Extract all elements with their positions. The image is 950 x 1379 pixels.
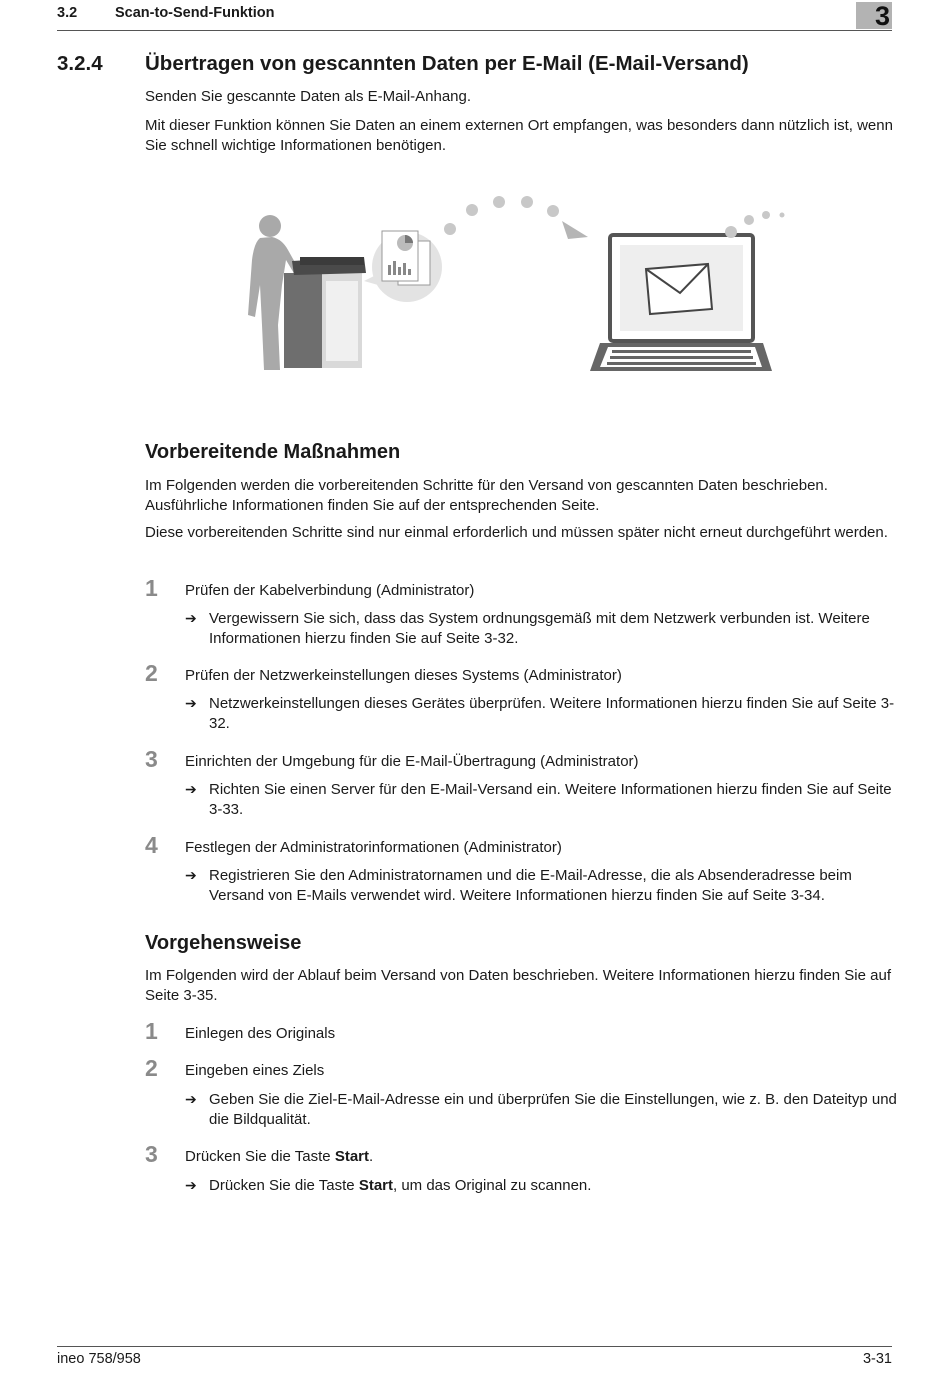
- arrow-icon: ➔: [185, 867, 197, 883]
- section-title: Übertragen von gescannten Daten per E-Mail (E-Mail-Versand): [145, 52, 749, 75]
- arrow-icon: ➔: [185, 695, 197, 711]
- procedure-step-number: 1: [145, 1018, 158, 1044]
- chapter-number: 3: [874, 1, 890, 31]
- header-section-title: Scan-to-Send-Funktion: [115, 5, 275, 21]
- header-section-number: 3.2: [57, 5, 78, 21]
- footer-model: ineo 758/958: [57, 1351, 141, 1367]
- prep-step-detail: Vergewissern Sie sich, dass das System ordnungsgemäß mit dem Netzwerk verbunden ist. Weitere Informationen hierzu finden Sie auf Seite 3-32.: [209, 610, 870, 647]
- start-key-label: Start: [334, 1148, 369, 1165]
- procedure-step-number: 3: [145, 1141, 158, 1167]
- prep-step-number: 2: [145, 660, 158, 686]
- procedure-step-text: Einlegen des Originals: [185, 1025, 336, 1042]
- intro-paragraph-1: Senden Sie gescannte Daten als E-Mail-Anhang.: [145, 88, 472, 105]
- step-detail-part: , um das Original zu scannen.: [393, 1177, 592, 1194]
- footer-page-number: 3-31: [862, 1351, 892, 1367]
- document-bubble-icon: [364, 231, 442, 302]
- start-key-label: Start: [358, 1177, 393, 1194]
- prep-step-text: Einrichten der Umgebung für die E-Mail-Übertragung (Administrator): [185, 753, 639, 770]
- procedure-step-text: [185, 1147, 373, 1167]
- prep-step-text: Festlegen der Administratorinformationen (Administrator): [185, 839, 562, 856]
- envelope-icon: [646, 264, 712, 314]
- arrow-icon: ➔: [185, 781, 197, 797]
- arrow-icon: ➔: [185, 610, 197, 626]
- prep-step-detail: Netzwerkeinstellungen dieses Gerätes überprüfen. Weitere Informationen hierzu finden Sie auf Seite 3-32.: [209, 695, 895, 732]
- copier-icon: [284, 257, 366, 368]
- procedure-step-detail: [209, 1176, 899, 1196]
- prep-step-text: Prüfen der Kabelverbindung (Administrator): [185, 582, 475, 599]
- footer-divider: [57, 1346, 892, 1347]
- step-text-part: .: [369, 1148, 374, 1165]
- procedure-heading: Vorgehensweise: [145, 932, 302, 954]
- prep-step-text: Prüfen der Netzwerkeinstellungen dieses Systems (Administrator): [185, 667, 622, 684]
- procedure-step-detail: Geben Sie die Ziel-E-Mail-Adresse ein und überprüfen Sie die Einstellungen, wie z. B. den Dateityp und die Bildqualität.: [209, 1091, 897, 1128]
- arrow-icon: ➔: [185, 1177, 197, 1193]
- procedure-paragraph: Im Folgenden wird der Ablauf beim Versand von Daten beschrieben. Weitere Informationen hierzu finden Sie auf Seite 3-35.: [145, 967, 891, 1004]
- section-number: 3.2.4: [57, 52, 103, 75]
- procedure-step-number: 2: [145, 1055, 158, 1081]
- prep-step-detail: Registrieren Sie den Administratornamen und die E-Mail-Adresse, die als Absenderadresse beim Versand von E-Mails verwendet wird. Weitere Informationen hierzu finden Sie auf Seite 3-34.: [209, 867, 852, 904]
- prep-paragraph-2: Diese vorbereitenden Schritte sind nur einmal erforderlich und müssen später nicht erneut durchgeführt werden.: [145, 524, 888, 541]
- notification-dots: [725, 211, 785, 238]
- step-detail-part: Drücken Sie die Taste: [209, 1177, 359, 1194]
- prep-step-detail: Richten Sie einen Server für den E-Mail-Versand ein. Weitere Informationen hierzu finden Sie auf Seite 3-33.: [209, 781, 892, 818]
- prep-step-number: 1: [145, 575, 158, 601]
- page-header: [57, 0, 892, 31]
- arrow-icon: ➔: [185, 1091, 197, 1107]
- prep-paragraph-1: Im Folgenden werden die vorbereitenden Schritte für den Versand von gescannten Daten beschrieben. Ausführliche Informationen finden Sie auf der entsprechenden Seite.: [145, 477, 828, 514]
- chapter-tab: [856, 2, 892, 29]
- step-text-part: Drücken Sie die Taste: [185, 1148, 335, 1165]
- email-transfer-illustration: [240, 185, 800, 385]
- prep-heading: Vorbereitende Maßnahmen: [145, 441, 401, 463]
- procedure-step-text: Eingeben eines Ziels: [185, 1062, 325, 1079]
- prep-step-number: 4: [145, 832, 158, 858]
- transfer-dots: [444, 196, 588, 239]
- prep-step-number: 3: [145, 746, 158, 772]
- intro-paragraph-2: Mit dieser Funktion können Sie Daten an einem externen Ort empfangen, was besonders dann nützlich ist, wenn Sie schnell wichtige Informationen benötigen.: [145, 117, 893, 154]
